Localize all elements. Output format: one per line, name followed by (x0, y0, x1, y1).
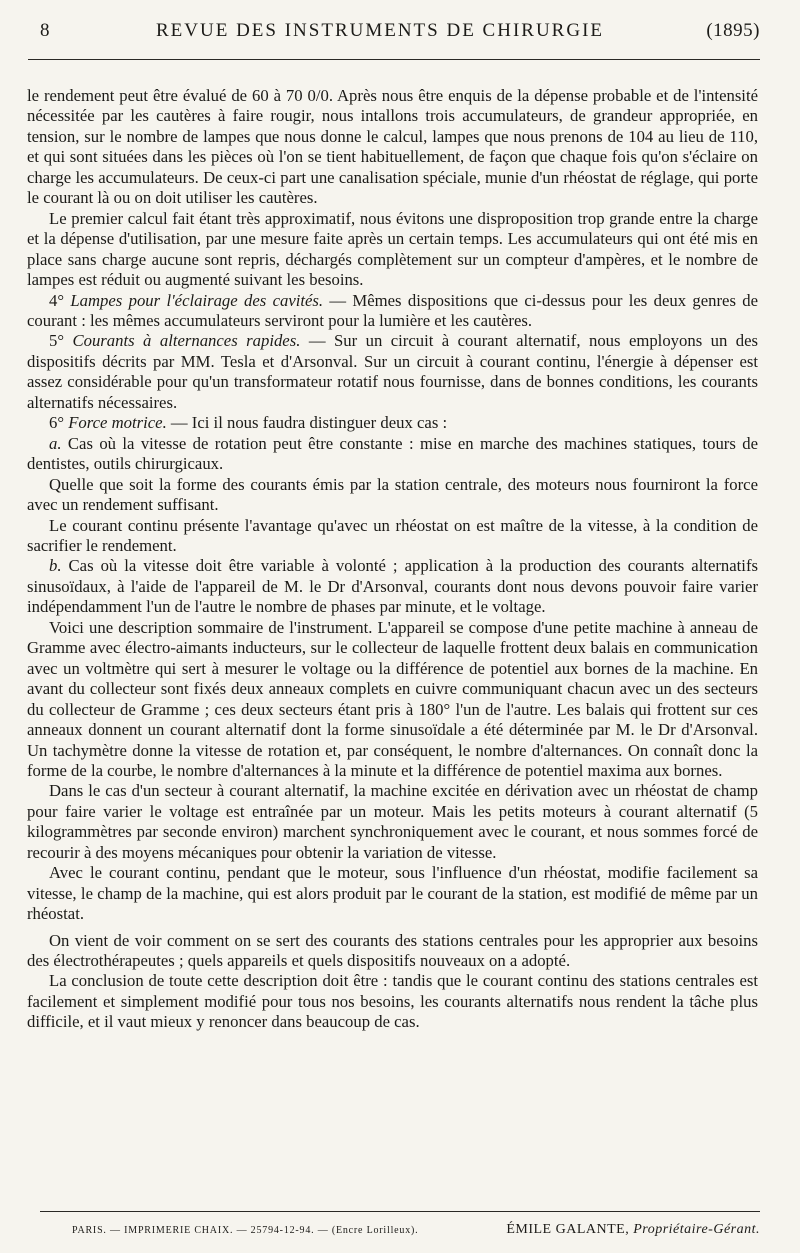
section-item-6 (27, 413, 758, 433)
case-letter: b. (49, 556, 62, 576)
paragraph: La conclusion de toute cette description doit être : tandis que le courant continu des stations centrales est facilement et simplement modifié pour tous nos besoins, les courants alternatifs nous rendent la tâche plus difficile, et il vaut mieux y renoncer dans beaucoup de cas. (27, 971, 758, 1032)
owner-role: Propriétaire-Gérant. (633, 1222, 760, 1237)
item-text: — Sur un circuit à courant alternatif, nous employons un des dispositifs décrits par MM. Tesla et d'Arsonval. Sur un circuit à courant continu, l'énergie à dépenser est assez considérable pour qu'un transformateur rotatif nous fournisse, dans de bonnes conditions, les courants alternatifs nécessaires. (27, 331, 759, 412)
item-number: 6° (49, 413, 65, 433)
header-year: (1895) (706, 20, 760, 41)
page-footer (72, 1222, 760, 1244)
header-rule (28, 59, 760, 60)
item-text: — Mêmes dispositions que ci-dessus pour les deux genres de courant : les mêmes accumulateurs serviront pour la lumière et les cautères. (27, 290, 759, 330)
case-text: Cas où la vitesse doit être variable à volonté ; application à la production des courants alternatifs sinusoïdaux, à l'aide de l'appareil de M. le Dr d'Arsonval, courants dont nous devons pouvoir faire varier indépendamment l'un de l'autre le nombre de phases par minute, et le voltage. (27, 556, 758, 617)
item-text: — Ici il nous faudra distinguer deux cas : (170, 413, 448, 433)
case-a (27, 434, 758, 475)
item-title: Lampes pour l'éclairage des cavités. (70, 290, 324, 310)
paragraph: le rendement peut être évalué de 60 à 70 0/0. Après nous être enquis de la dépense probable et de l'intensité nécessitée par les cautères à faire rougir, nous intallons trois accumulateurs, de grandeur appropriée, en tension, sur le nombre de lampes que nous donne le calcul, lampes que nous prenons de 104 au lieu de 110, et qui sont situées dans les pièces où l'on se tient habituellement, de façon que chaque fois qu'on s'éclaire on charge les accumulateurs. De ceux-ci part une canalisation spéciale, munie d'un rhéostat de réglage, qui porte le courant là ou on doit utiliser les cautères. (27, 86, 758, 208)
item-title: Courants à alternances rapides. (72, 331, 301, 351)
item-number: 5° (49, 331, 65, 351)
paragraph: On vient de voir comment on se sert des courants des stations centrales pour les approprier aux besoins des électrothérapeutes ; quels appareils et quels dispositifs nouveaux on a adopté. (27, 930, 758, 971)
footer-rule (40, 1211, 760, 1212)
item-number: 4° (49, 290, 65, 310)
paragraph: Le courant continu présente l'avantage qu'avec un rhéostat on est maître de la vitesse, à la condition de sacrifier le rendement. (27, 515, 758, 555)
printer-imprint: PARIS. — IMPRIMERIE CHAIX. — 25794-12-94. — (Encre Lorilleux). (72, 1225, 419, 1236)
item-title: Force motrice. (68, 413, 167, 433)
paragraph: Avec le courant continu, pendant que le moteur, sous l'influence d'un rhéostat, modifie facilement sa vitesse, le champ de la machine, qui est alors produit par le courant de la station, est modifié de même par un rhéostat. (27, 863, 758, 924)
page-number: 8 (40, 20, 51, 41)
article-body (27, 86, 758, 1033)
case-b (27, 556, 758, 617)
section-item-4 (27, 291, 758, 332)
case-text: Cas où la vitesse de rotation peut être constante : mise en marche des machines statiques, tours de dentistes, outils chirurgicaux. (27, 433, 758, 474)
paragraph: Quelle que soit la forme des courants émis par la station centrale, des moteurs nous fourniront la force avec un rendement suffisant. (27, 474, 758, 515)
case-letter: a. (49, 433, 62, 453)
section-item-5 (27, 331, 758, 413)
paragraph: Le premier calcul fait étant très approximatif, nous évitons une disproposition trop grande entre la charge et la dépense d'utilisation, par une mesure faite après un certain temps. Les accumulateurs qui ont été mis en place sans charge aucune sont repris, déchargés complètement sur un compteur d'ampères, et le nombre de lampes est réduit ou augmenté suivant les besoins. (27, 208, 758, 290)
journal-title: REVUE DES INSTRUMENTS DE CHIRURGIE (156, 20, 604, 41)
owner-credit (506, 1222, 760, 1238)
running-header (40, 20, 760, 54)
paragraph: Dans le cas d'un secteur à courant alternatif, la machine excitée en dérivation avec un rhéostat de champ pour faire varier le voltage est entraînée par un moteur. Mais les petits moteurs à courant alternatif (5 kilogrammètres par seconde environ) marchent synchroniquement avec le courant, et nous sommes forcé de recourir à des moyens mécaniques pour obtenir la variation de vitesse. (27, 781, 758, 862)
paragraph: Voici une description sommaire de l'instrument. L'appareil se compose d'une petite machine à anneau de Gramme avec électro-aimants inducteurs, sur le collecteur de laquelle frottent deux balais en communication avec un voltmètre qui sert à mesurer le voltage ou la différence de potentiel aux bornes de la machine. En avant du collecteur sont fixés deux anneaux complets en cuivre communiquant chacun avec un des secteurs du collecteur de Gramme ; ces deux secteurs étant pris à 180° l'un de l'autre. Les balais qui frottent sur ces anneaux donnent un courant alternatif dont la forme sinusoïdale a été déterminée par M. le Dr d'Arsonval. Un tachymètre donne la vitesse de rotation et, par conséquent, le nombre d'alternances. On connaît donc la forme de la courbe, le nombre d'alternances à la minute et la différence de potentiel maxima aux bornes. (27, 617, 758, 780)
owner-name: ÉMILE GALANTE, (506, 1222, 630, 1237)
